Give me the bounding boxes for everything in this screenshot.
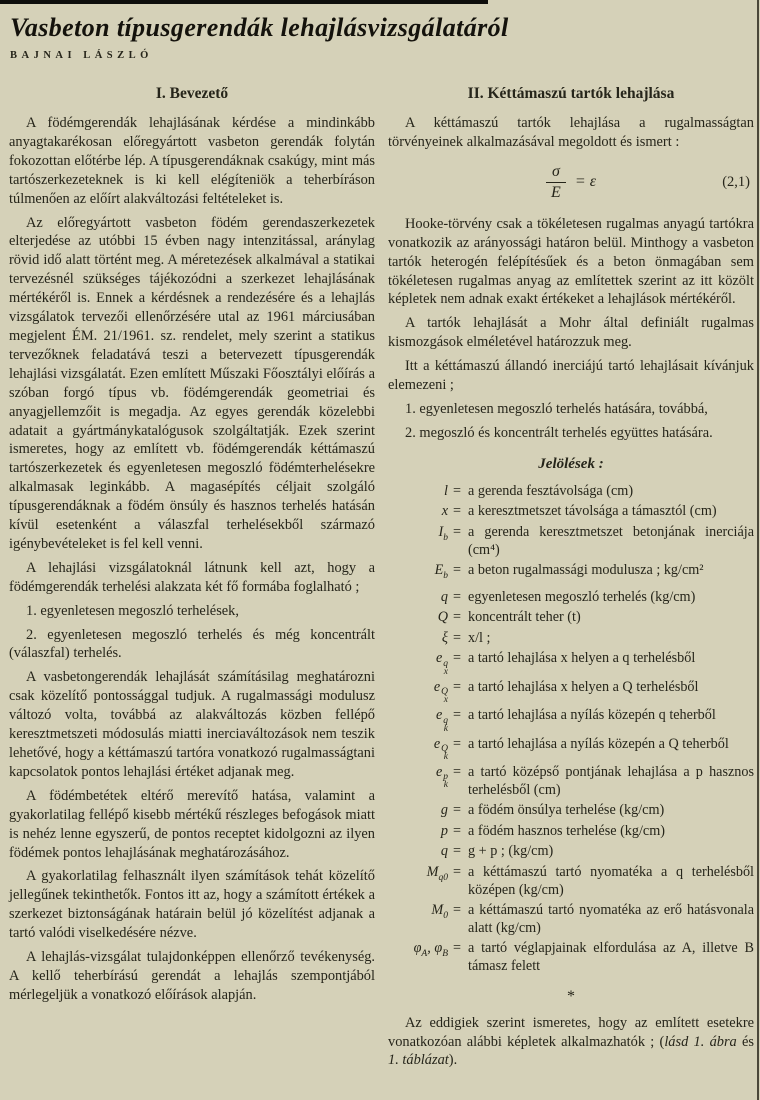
notation-description: a keresztmetszet távolsága a támasztól (cm) [468, 503, 717, 520]
table-reference: 1. táblázat [388, 1052, 449, 1069]
notation-row [394, 630, 754, 648]
paragraph: Itt a kéttámaszú állandó inerciájú tartó lehajlásait kívánjuk elemezeni ; [388, 358, 754, 394]
paragraph: A födémgerendák lehajlásának kérdése a mindinkább anyagtakarékosan előregyártott vasbeton gerendák folytán fokozottan előtérbe lép. A típusgerendáknak csakúgy, mint más tartószerkezeteknek is ki kell elégíteniök a teherbíráson túlmenően az előírt alakváltozási feltételeket is. [9, 115, 375, 207]
section-heading-bevezeto: I. Bevezető [155, 85, 229, 102]
author-name: BAJNAI LÁSZLÓ [10, 50, 153, 61]
notation-symbol: e p k [435, 764, 448, 791]
notation-row [394, 589, 754, 607]
closing-text: Az eddigiek szerint ismeretes, hogy az említett esetekre vonatkozóan alábbi képletek alkalmazhatók ; ( [388, 1014, 754, 1050]
equation-rhs: ε [589, 173, 596, 191]
closing-text: ). [448, 1052, 458, 1069]
right-column-body [388, 215, 754, 443]
notation-row [394, 679, 754, 704]
equals-sign: = [453, 629, 462, 646]
notation-description: a födém hasznos terhelése (kg/cm) [468, 822, 665, 839]
article-header [0, 0, 760, 61]
list-item: 1. egyenletesen megoszló terhelések, [26, 602, 239, 619]
notation-description: a tartó lehajlása a nyílás közepén a Q teherből [468, 735, 729, 752]
stacked-indices: q k [443, 715, 448, 734]
page-title: Vasbeton típusgerendák lehajlásvizsgálatáról [10, 13, 509, 42]
notation-symbol: e q x [435, 650, 448, 677]
notation-row [394, 609, 754, 627]
notation-row [394, 503, 754, 521]
notation-symbol: p [440, 822, 448, 839]
notation-row [394, 483, 754, 501]
notation-description: a beton rugalmassági modulusza ; kg/cm² [468, 562, 704, 579]
stacked-indices: p k [443, 772, 448, 791]
notation-description: x/l ; [468, 629, 491, 646]
notation-row [394, 843, 754, 861]
equals-sign: = [453, 482, 462, 499]
notation-symbol: q [440, 588, 448, 605]
notation-row [394, 823, 754, 841]
paragraph: A kéttámaszú tartók lehajlása a rugalmasságtan törvényeinek alkalmazásával megoldott és ismert : [388, 115, 754, 150]
notation-description: a tartó véglapjainak elfordulása az A, illetve B támasz felett [468, 940, 754, 975]
notation-row [394, 562, 754, 585]
notation-symbol: $I_b$ [438, 523, 448, 543]
notation-row [394, 650, 754, 675]
closing-text: és [736, 1033, 754, 1050]
left-column [9, 85, 375, 1075]
notation-description: a gerenda keresztmetszet betonjának inerciája (cm⁴) [468, 523, 754, 558]
notation-row [394, 736, 754, 761]
equals-sign: = [453, 902, 462, 919]
notation-symbol: $M_0$ [431, 902, 448, 922]
notation-symbol: e q k [435, 707, 448, 734]
notation-symbol: l [444, 482, 448, 499]
notation-description: g + p ; (kg/cm) [468, 843, 554, 860]
notation-description: a tartó lehajlása x helyen a q terhelésből [468, 650, 696, 667]
notation-description: a tartó középső pontjának lehajlása a p hasznos terhelésből (cm) [468, 764, 754, 798]
equals-sign: = [453, 822, 462, 839]
list-item: 2. egyenletesen megoszló terhelés és még koncentrált (válaszfal) terhelés. [9, 626, 375, 662]
notation-symbol: ξ [441, 629, 448, 646]
scan-edge-top-bar [0, 0, 488, 4]
equals-sign: = [453, 940, 462, 957]
equals-sign: = [453, 588, 462, 605]
equals-sign: = [574, 173, 586, 191]
notation-description: a födém önsúlya terhelése (kg/cm) [468, 802, 665, 819]
equation-2-1 [388, 163, 754, 202]
equals-sign: = [453, 735, 462, 752]
two-column-layout [0, 85, 760, 1075]
paragraph: Hooke-törvény csak a tökéletesen rugalmas anyagú tartókra vonatkozik az arányossági határon belül. Minthogy a vasbeton tartók heterogén felépítésűek és a beton önmagában sem tökéletesen rugalmas anyag az említettek szerint az itt közölt képletek nem adnak exakt értékeket a lehajlások mértékéről. [388, 215, 754, 308]
fraction-denominator: E [551, 183, 561, 201]
notation-row [394, 524, 754, 559]
notation-symbol: q [440, 843, 448, 860]
equals-sign: = [453, 707, 462, 724]
right-column [388, 85, 754, 1075]
notation-description: egyenletesen megoszló terhelés (kg/cm) [468, 588, 696, 605]
equals-sign: = [453, 609, 462, 626]
equals-sign: = [453, 802, 462, 819]
stacked-indices: q x [443, 658, 448, 677]
notation-symbol: e Q k [433, 735, 448, 763]
closing-paragraph [388, 1014, 754, 1071]
section-heading-kettamaszu: II. Kéttámaszú tartók lehajlása [467, 85, 675, 102]
fraction-numerator: σ [546, 163, 566, 183]
notation-row [394, 902, 754, 937]
notation-symbol: e Q x [433, 678, 448, 706]
paragraph: A tartók lehajlását a Mohr által definiált rugalmas kismozgások elméletével határozzuk meg. [388, 315, 754, 351]
scan-edge-right-line [757, 0, 759, 1100]
notation-row [394, 764, 754, 799]
notation-description: a gerenda fesztávolsága (cm) [468, 482, 634, 499]
notation-description: a tartó lehajlása x helyen a Q terhelésből [468, 678, 699, 695]
equation-number: (2,1) [722, 173, 750, 190]
notation-row [394, 707, 754, 732]
equals-sign: = [453, 650, 462, 667]
paragraph: A lehajlás-vizsgálat tulajdonképpen ellenőrző tevékenység. A kellő teherbírású gerendát a lehajlás szempontjából mérlegeljük a vonatkozó előírások alapján. [9, 949, 375, 1003]
notation-description: koncentrált teher (t) [468, 609, 581, 626]
equals-sign: = [453, 764, 462, 781]
notation-symbol: $E_b$ [434, 562, 448, 581]
equals-sign: = [453, 503, 462, 520]
notation-row [394, 802, 754, 820]
equals-sign: = [453, 523, 462, 540]
notation-row [394, 864, 754, 899]
paragraph: A lehajlási vizsgálatoknál látnunk kell azt, hogy a födémgerendák terhelési alakzata két fő formába foglalható ; [9, 559, 375, 595]
paragraph: Az előregyártott vasbeton födém gerendaszerkezetek elterjedése az utóbbi 15 évben nagy intenzitással, aránylag rövid idő alatt történt meg. A méretezések alkalmával a statikai tervezésnél szükséges tájékozódni a szerkezet lehajlásának mértékéről is. Ennek a kérdésnek a rendezésére és a lehajlás vizsgálatok tervezői ellenőrzésére utal az 1961 márciusában megjelent ÉM. 21/1961. sz. rendelet, mely szerint a statikus tervezőknek feladatává teszi a betervezett típusgerendák lehajlási vizsgálatát. Ezen említett Műszaki Főosztályi előírás a szóban forgó típus vb. födémgerendák geometriai és anyagjellemzőit is megadja. Az egyes gerendák közelebbi adatait a gyártmánykatalógusok szolgáltatják. Ezek szerint ismeretes, hogy az említett vb. födémgerendák kéttámaszú tartószerkezetek és egyenletesen megoszló födémterhelésekre alkalmasak leginkább. A magasépítés céljait szolgáló típusgerendáknak a födém önsúly és hasznos terhelés hatásán kívül esetenként a válaszfal terhelésekből származó igénybevételeket is fel kell venni. [9, 214, 375, 552]
notation-description: a kéttámaszú tartó nyomatéka az erő hatásvonala alatt (kg/cm) [468, 902, 754, 936]
equals-sign: = [453, 864, 462, 881]
stacked-indices: Q x [441, 687, 448, 706]
left-column-body [9, 114, 375, 1005]
notation-description: a tartó lehajlása a nyílás közepén q teherből [468, 707, 716, 724]
equals-sign: = [453, 843, 462, 860]
equals-sign: = [453, 678, 462, 695]
section-separator-asterisk: * [567, 987, 575, 1005]
notation-symbol: x [441, 503, 448, 520]
figure-reference: lásd 1. ábra [664, 1033, 737, 1050]
paragraph: A födémbetétek eltérő merevítő hatása, valamint a gyakorlatilag fellépő kisebb mértékű részleges befogások miatt is nehéz lenne egyszerű, de pontos receptet kidolgozni az ilyen födémek pontos lehajlásának meghatározásához. [9, 787, 375, 861]
paragraph: A gyakorlatilag felhasznált ilyen számítások tehát közelítő jellegűnek tekinthetők. Fontos itt az, hogy a számított értékek a szerkezet biztonságának határain belül jó közelítést adjanak a tartó valódi viselkedésére nézve. [9, 868, 375, 942]
list-item: 1. egyenletesen megoszló terhelés hatására, továbbá, [405, 400, 708, 417]
notation-symbol: $\varphi_A$, $\varphi_B$ [413, 940, 448, 960]
notation-description: a kéttámaszú tartó nyomatéka a q terhelésből középen (kg/cm) [468, 864, 754, 898]
notation-row [394, 940, 754, 975]
list-item: 2. megoszló és koncentrált terhelés együttes hatására. [405, 424, 713, 441]
notation-heading: Jelölések : [538, 455, 604, 472]
notation-symbol: g [440, 802, 448, 819]
fraction [546, 163, 566, 202]
paragraph: A vasbetongerendák lehajlását számításilag meghatározni csak közelítő pontossággal tudjuk. A rugalmassági modulusz változó volta, továbbá az alakváltozás közben fellépő keresztmetszeti módosulás miatti inerciaváltozások nem teszik lehetővé, hogy a kéttámaszú tartóra vonatkozó rugalmasságtani kapcsolatok pontos lehajlási értéket adjanak meg. [9, 669, 375, 780]
notation-symbol: $M_{q0}$ [426, 864, 448, 883]
equals-sign: = [453, 562, 462, 579]
notation-symbol: Q [437, 609, 448, 626]
notation-list [388, 483, 754, 976]
stacked-indices: Q k [441, 743, 448, 763]
